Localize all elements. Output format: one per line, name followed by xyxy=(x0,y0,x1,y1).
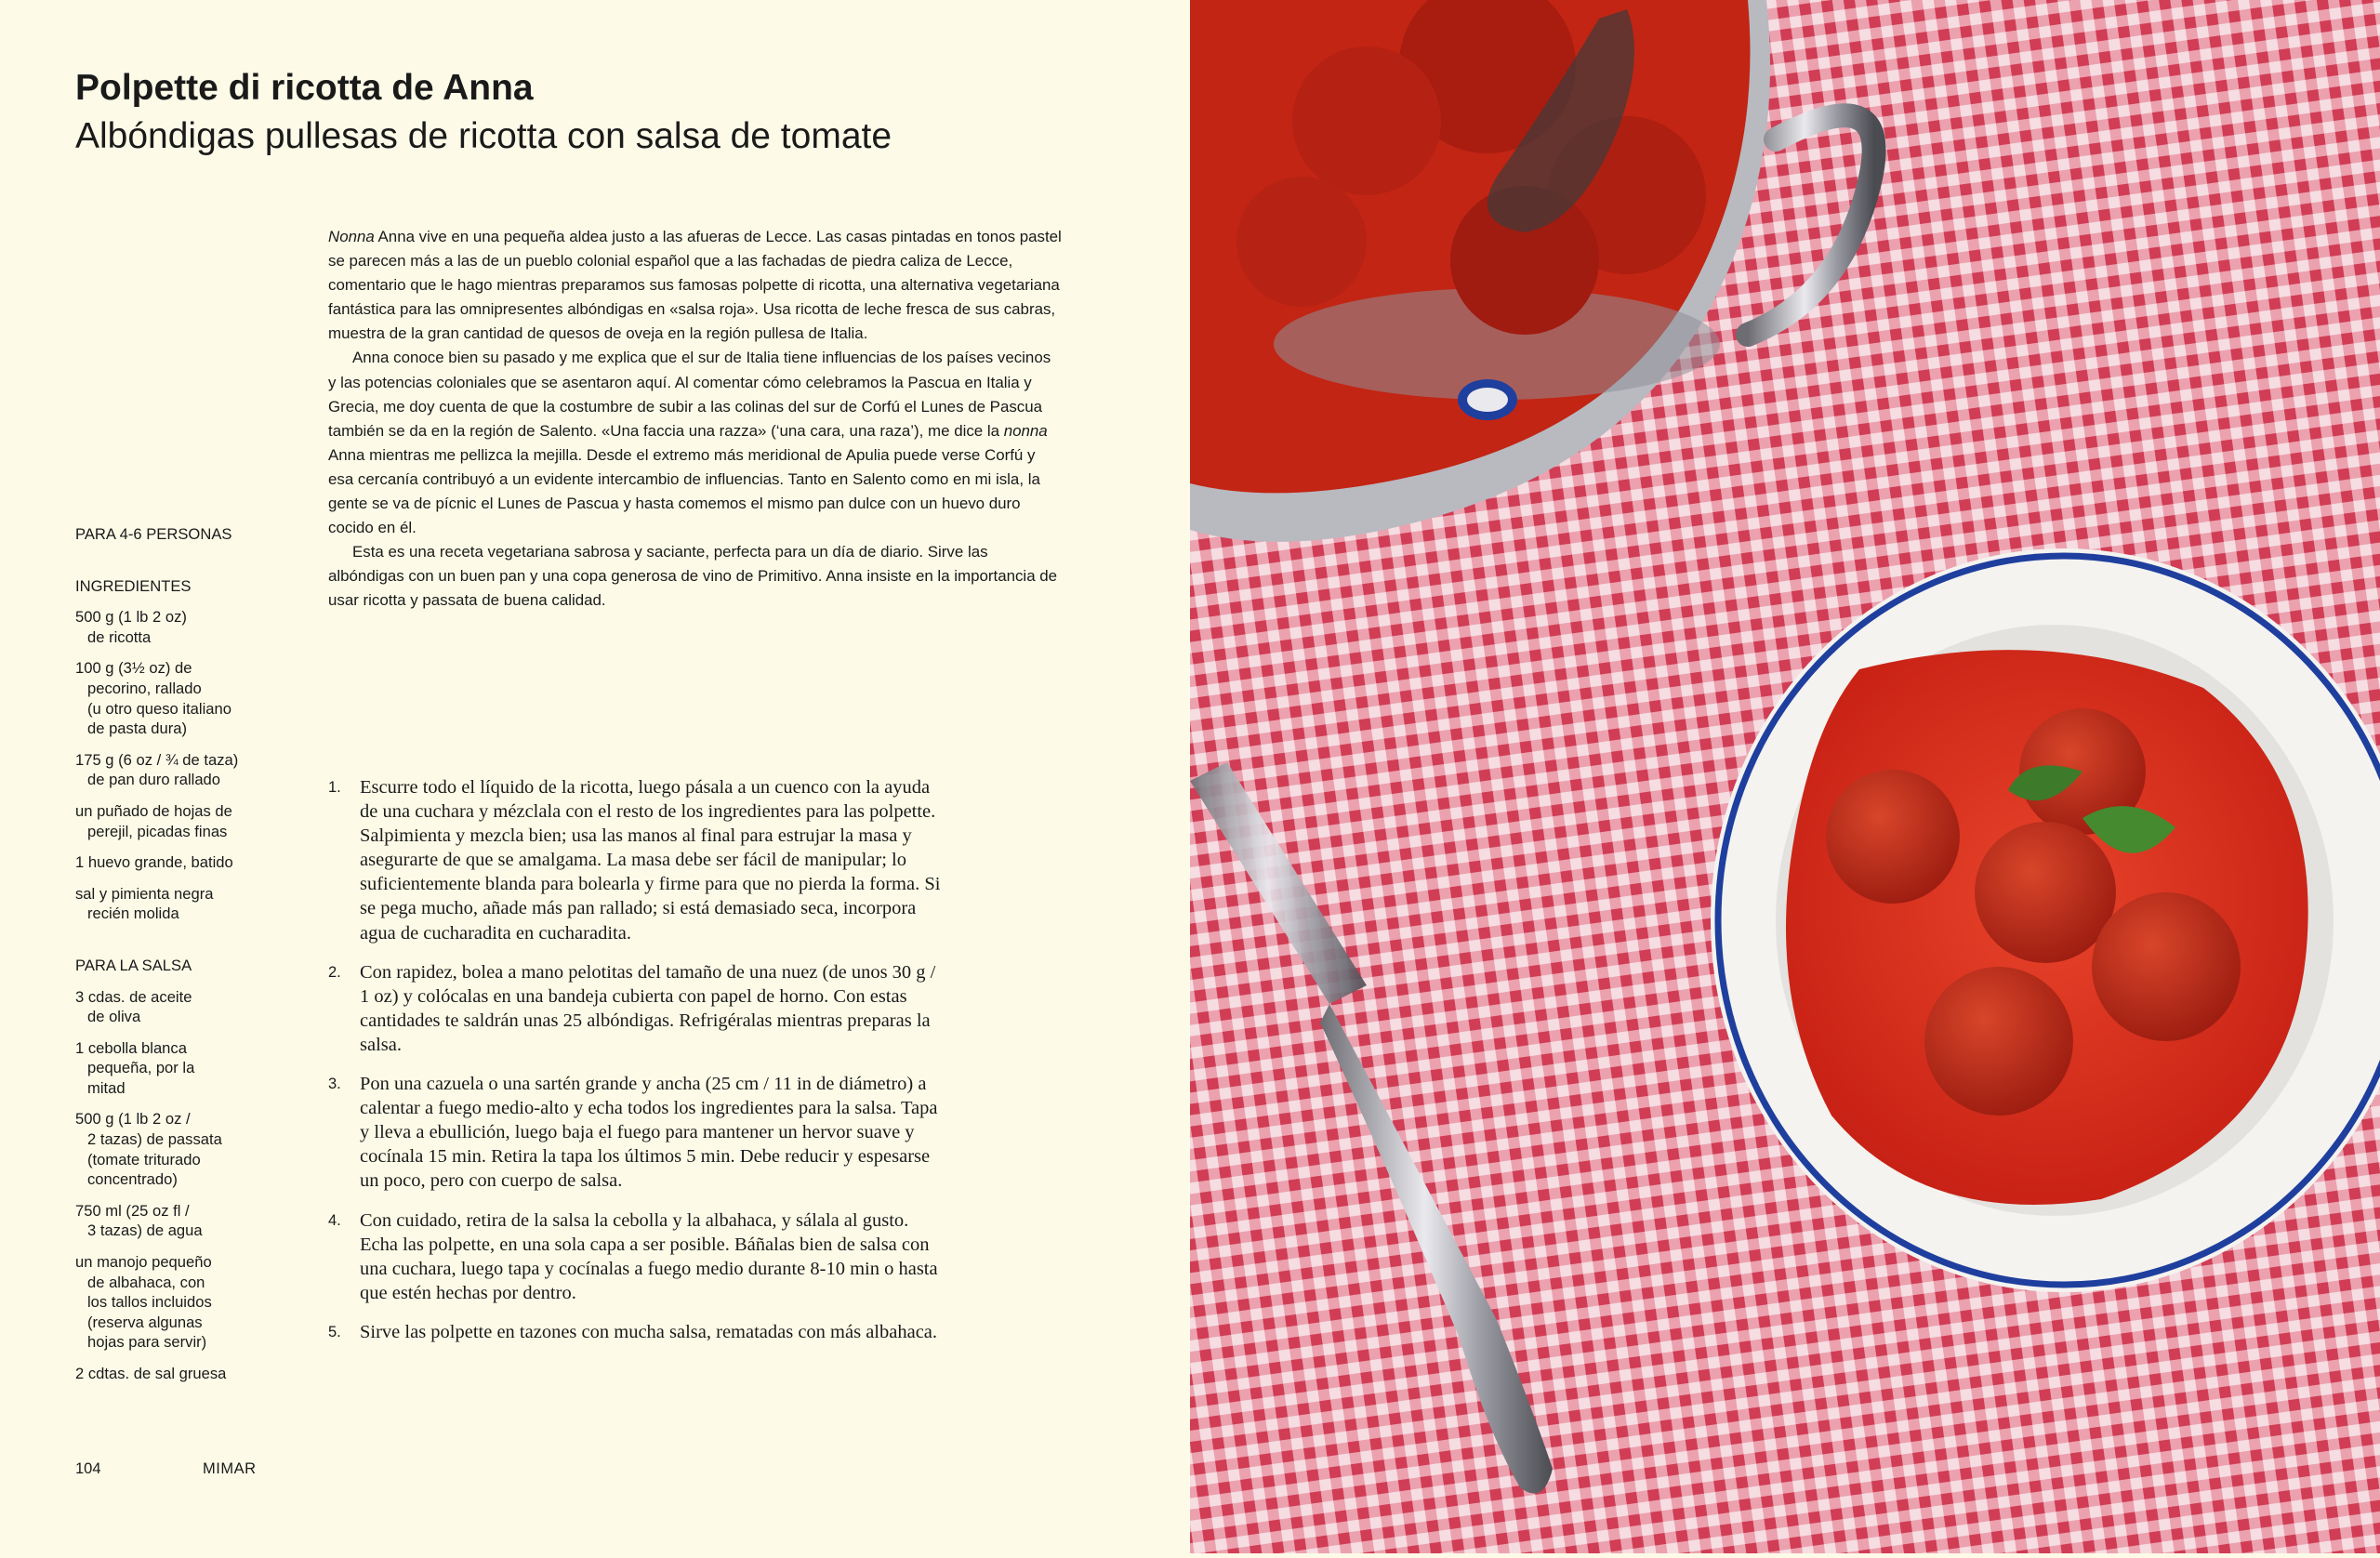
ingredient-continuation: de pan duro rallado xyxy=(87,771,220,789)
ingredient-item xyxy=(75,801,261,841)
ingredient-continuation: 2 tazas) de passata (tomate triturado concentrado) xyxy=(87,1130,222,1189)
ingredient-line: 750 ml (25 oz fl / xyxy=(75,1201,190,1220)
intro-emphasis: nonna xyxy=(1003,421,1048,440)
ingredient-item xyxy=(75,607,261,647)
recipe-title: Polpette di ricotta de Anna xyxy=(75,68,534,108)
step-number: 4. xyxy=(328,1211,341,1229)
method-step xyxy=(328,1072,942,1193)
intro-paragraph: Esta es una receta vegetariana sabrosa y saciante, perfecta para un día de diario. Sirve las albóndigas con un buen pan y una copa generosa de vino de Primitivo. Anna insiste en la importancia de usar ricotta y passata de buena calidad. xyxy=(328,543,1058,610)
method-step xyxy=(328,960,942,1057)
ingredient-continuation: recién molida xyxy=(87,904,179,923)
sauce-heading: PARA LA SALSA xyxy=(75,956,192,974)
ingredients-heading: INGREDIENTES xyxy=(75,576,192,595)
ingredient-line: 500 g (1 lb 2 oz / xyxy=(75,1110,191,1129)
ingredient-line: 3 cdas. de aceite xyxy=(75,987,192,1006)
ingredient-item xyxy=(75,1109,261,1189)
meatballs-photo-image xyxy=(1190,0,2380,1553)
ingredient-line: 1 cebolla blanca xyxy=(75,1038,187,1057)
book-title: MIMAR xyxy=(203,1460,257,1477)
meatball xyxy=(1826,770,1960,904)
recipe-photo xyxy=(1190,0,2380,1553)
ingredient-line: 500 g (1 lb 2 oz) xyxy=(75,608,187,627)
ingredient-item xyxy=(75,852,261,873)
ingredient-continuation: de ricotta xyxy=(87,627,152,646)
page-number: 104 xyxy=(75,1460,101,1477)
intro-paragraph xyxy=(328,225,1063,346)
ingredient-line: 2 cdtas. de sal gruesa xyxy=(75,1365,227,1382)
ingredient-item xyxy=(75,1364,261,1384)
intro-text-span: Anna vive en una pequeña aldea justo a las afueras de Lecce. Las casas pintadas en tonos pastel se parecen más a las de un pueblo colonial español que a las fachadas de piedra caliza de Lecce, comentario que le hago mientras preparamos sus famosas polpette di ricotta, una alternativa vegetariana fantástica para las omnipresentes albóndigas en «salsa roja». Usa ricotta de leche fresca de sus cabras, muestra de la gran cantidad de quesos de oveja en la región pullesa de Italia. xyxy=(328,228,1062,343)
ingredient-line: 1 huevo grande, batido xyxy=(75,853,233,872)
ingredient-continuation: perejil, picadas finas xyxy=(87,822,228,840)
ingredient-continuation: pequeña, por la mitad xyxy=(87,1059,195,1097)
ingredient-line: un manojo pequeño xyxy=(75,1253,212,1272)
ingredient-item xyxy=(75,884,261,924)
intro-emphasis: Nonna xyxy=(328,228,375,245)
method-step xyxy=(328,1208,942,1305)
meatball xyxy=(2092,892,2241,1041)
step-number: 5. xyxy=(328,1323,341,1340)
method-step xyxy=(328,775,942,945)
step-text: Con rapidez, bolea a mano pelotitas del tamaño de una nuez (de unos 30 g / 1 oz) y colócalas en una bandeja cubierta con papel de horno. Con estas cantidades te saldrán unas 25 albóndigas. Refrigéralas mientras preparas la salsa. xyxy=(360,961,936,1055)
meatball xyxy=(1924,967,2073,1116)
step-number: 1. xyxy=(328,779,341,796)
intro-paragraph xyxy=(328,346,1063,540)
ingredient-continuation: 3 tazas) de agua xyxy=(87,1221,203,1240)
step-number: 3. xyxy=(328,1076,341,1093)
ingredient-item xyxy=(75,750,261,790)
ingredient-line: 175 g (6 oz / ¾ de taza) xyxy=(75,750,239,769)
ingredient-item xyxy=(75,987,261,1027)
ingredient-item xyxy=(75,658,261,738)
step-text: Con cuidado, retira de la salsa la cebolla y la albahaca, y sálala al gusto. Echa las polpette, en una sola capa a ser posible. Báñalas bien de salsa con una cuchara, luego tapa y cocínalas a fuego medio durante 8-10 min o hasta que estén hechas por dentro. xyxy=(360,1209,938,1303)
step-text: Escurre todo el líquido de la ricotta, luego pásala a un cuenco con la ayuda de una cuchara y mézclala con el resto de los ingredientes para las polpette. Salpimienta y mezcla bien; usa las manos al final para estrujar la masa y asegurarte de que se amalgama. La masa debe ser fácil de manipular; lo suficientemente blanda para bolearla y firme para que no pierda la forma. Si se pega mucho, añade más pan rallado; si está demasiado seca, incorpora agua de cucharadita en cucharadita. xyxy=(360,777,941,944)
ingredients-sidebar xyxy=(75,524,261,1395)
method-steps xyxy=(328,775,942,1359)
ingredient-item xyxy=(75,1038,261,1099)
ingredient-continuation: de albahaca, con los tallos incluidos (reserva algunas hojas para servir) xyxy=(87,1273,212,1352)
step-text: Sirve las polpette en tazones con mucha salsa, rematadas con más albahaca. xyxy=(360,1321,938,1342)
ingredient-item xyxy=(75,1201,261,1241)
ingredients-list xyxy=(75,607,261,924)
sauce-ingredients-list xyxy=(75,987,261,1384)
intro-text-span: Anna conoce bien su pasado y me explica que el sur de Italia tiene influencias de los países vecinos y las potencias coloniales que se asentaron aquí. Al comentar cómo celebramos la Pascua en Italia y Grecia, me doy cuenta de que la costumbre de subir a las colinas del sur de Corfú el Lunes de Pascua también se da en la región de Salento. «Una faccia una razza» (‘una cara, una raza’), me dice la xyxy=(328,349,1051,440)
intro-text-span: Anna mientras me pellizca la mejilla. Desde el extremo más meridional de Apulia puede verse Corfú y esa cercanía contribuyó a un evidente intercambio de influencias. Tanto en Salento como en mi isla, la gente se va de pícnic el Lunes de Pascua y hasta comemos el mismo pan dulce con un huevo duro cocido en él. xyxy=(328,445,1040,537)
ingredient-line: un puñado de hojas de xyxy=(75,801,232,820)
ingredient-continuation: de oliva xyxy=(87,1008,141,1026)
ingredient-line: 100 g (3½ oz) de xyxy=(75,659,192,678)
method-step xyxy=(328,1320,942,1344)
intro-text xyxy=(328,225,1063,614)
step-number: 2. xyxy=(328,963,341,981)
recipe-subtitle: Albóndigas pullesas de ricotta con salsa de tomate xyxy=(75,116,892,156)
step-text: Pon una cazuela o una sartén grande y ancha (25 cm / 11 in de diámetro) a calentar a fuego medio-alto y echa todos los ingredientes para la salsa. Tapa y lleva a ebullición, luego baja el fuego para mantener un hervor suave y cocínala 15 min. Retira la tapa los últimos 5 min. Debe reducir y espesarse un poco, pero con cuerpo de salsa. xyxy=(360,1074,938,1192)
meatball xyxy=(1975,822,2116,963)
ingredient-continuation: pecorino, rallado (u otro queso italiano de pasta dura) xyxy=(87,679,231,738)
recipe-page xyxy=(0,0,1190,1553)
ingredient-item xyxy=(75,1252,261,1353)
ingredient-line: sal y pimienta negra xyxy=(75,884,214,903)
servings-label: PARA 4-6 PERSONAS xyxy=(75,525,232,543)
